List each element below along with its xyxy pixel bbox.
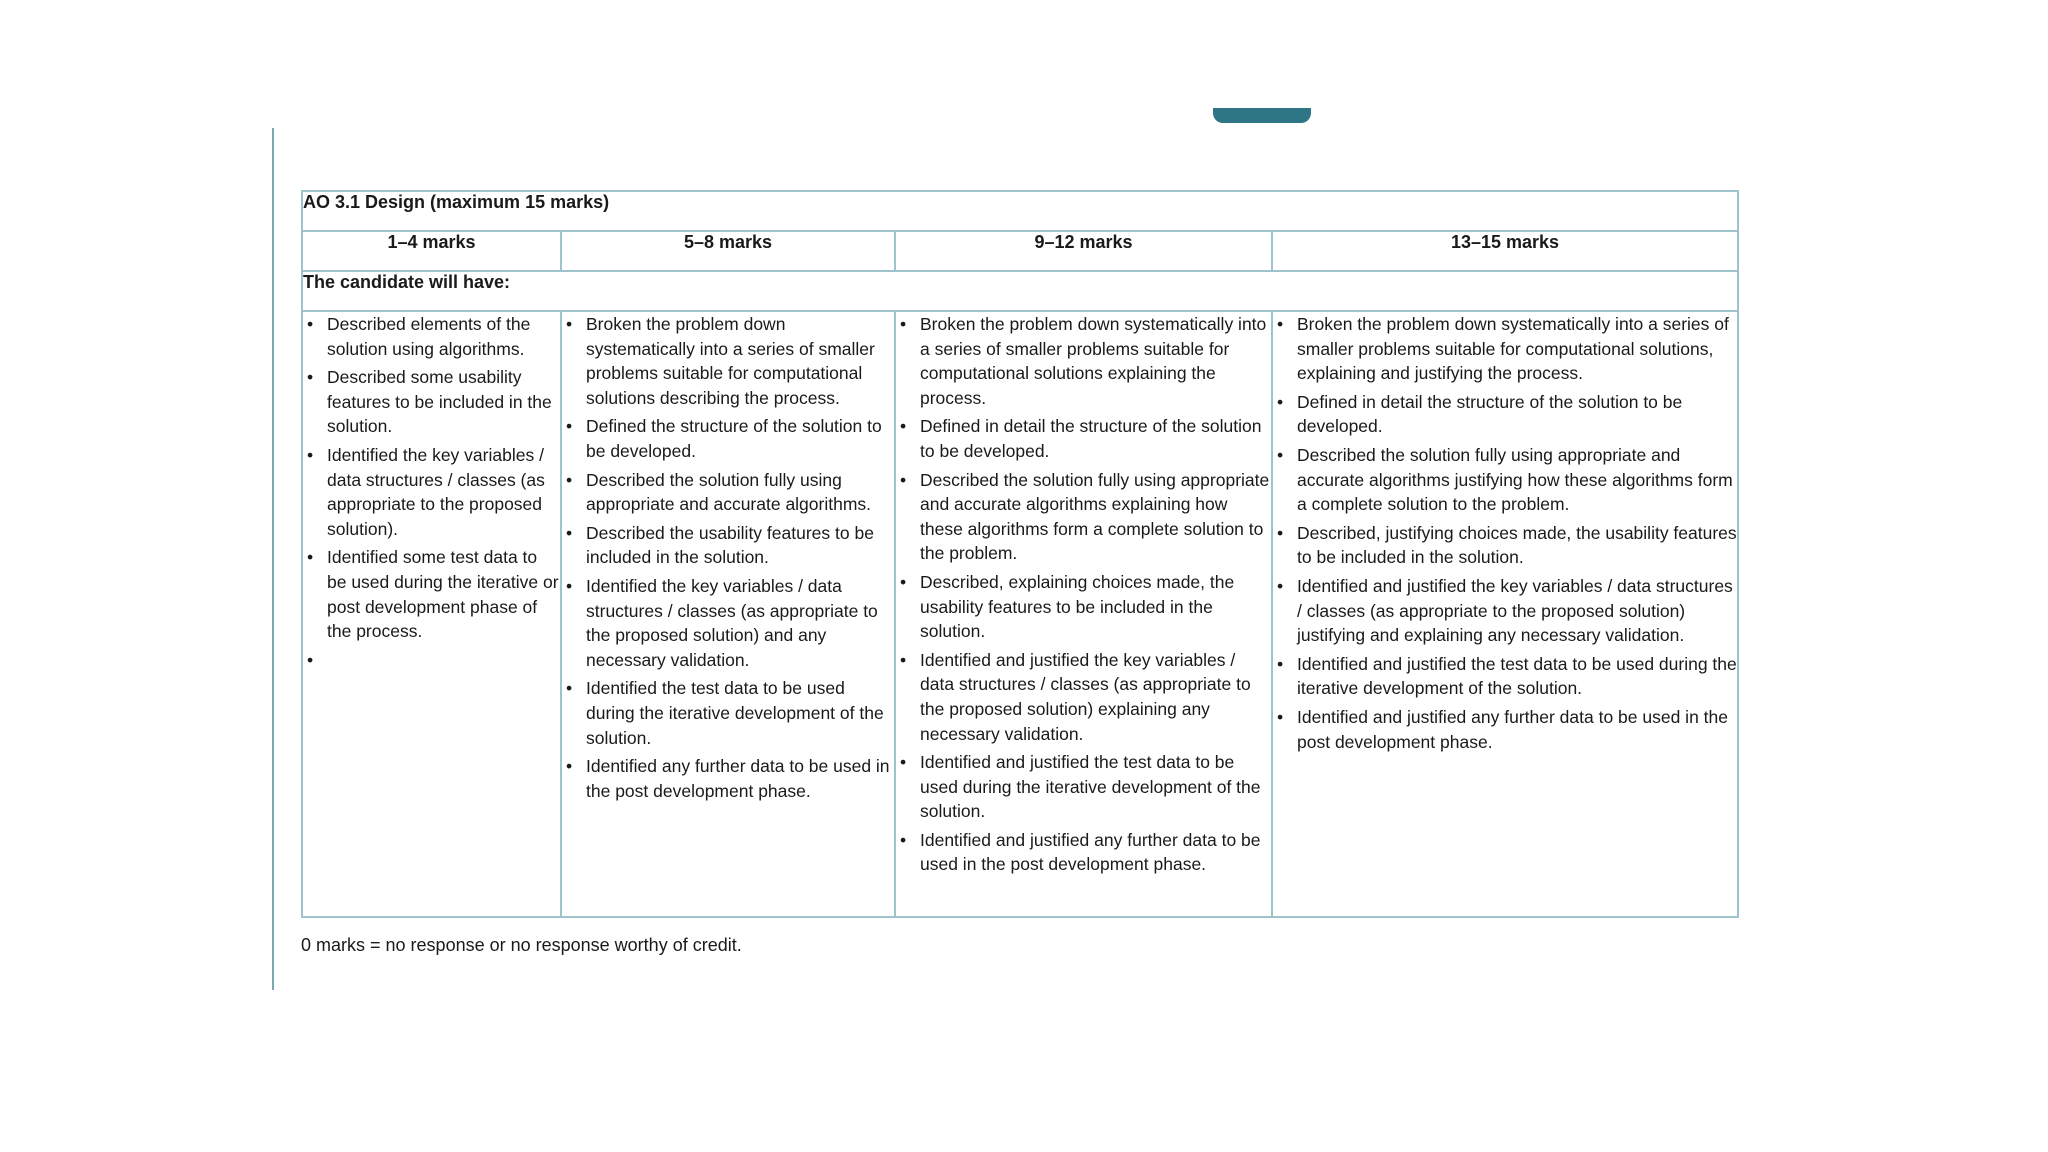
criteria-list — [303, 312, 560, 672]
criteria-item: • Broken the problem down systematically into a series of smaller problems suitable for computational solutions, explaining and justifying the process. — [1277, 314, 1729, 384]
criteria-item: • Identified and justified the test data to be used during the iterative development of the solution. — [1277, 653, 1737, 699]
criteria-item: • Broken the problem down systematically into a series of smaller problems suitable for computational solutions describing the process. — [566, 314, 875, 408]
criteria-item: • Described the solution fully using appropriate and accurate algorithms explaining how these algorithms form a complete solution to the problem. — [900, 469, 1270, 564]
criteria-item: • Broken the problem down systematically into a series of smaller problems suitable for computational solutions explaining the process. — [900, 314, 1267, 408]
criteria-item: • Described the usability features to be included in the solution. — [566, 522, 874, 568]
table-title: AO 3.1 Design (maximum 15 marks) — [302, 191, 1738, 231]
band-header-9-12: 9–12 marks — [895, 231, 1272, 271]
band-header-13-15: 13–15 marks — [1272, 231, 1738, 271]
criteria-item: • Described, justifying choices made, the usability features to be included in the solution. — [1277, 522, 1737, 568]
criteria-list — [562, 312, 894, 803]
criteria-item-empty: • — [307, 649, 314, 670]
criteria-item: • Defined the structure of the solution to be developed. — [566, 416, 882, 461]
criteria-item: • Identified any further data to be used in the post development phase. — [566, 756, 890, 801]
rubric-table — [301, 190, 1739, 918]
criteria-list — [896, 312, 1271, 877]
criteria-cell-13-15 — [1272, 311, 1738, 917]
criteria-item: • Described the solution fully using appropriate and accurate algorithms justifying how these algorithms form a complete solution to the problem. — [1277, 444, 1733, 515]
rubric-table-container — [301, 190, 1737, 918]
criteria-list — [1273, 312, 1737, 754]
criteria-item: • Described elements of the solution using algorithms. — [307, 314, 531, 359]
criteria-cell-9-12 — [895, 311, 1272, 917]
criteria-row — [302, 311, 1738, 917]
criteria-item: • Identified and justified any further data to be used in the post development phase. — [1277, 706, 1728, 752]
band-header-row — [302, 231, 1738, 271]
criteria-item: • Identified the key variables / data structures / classes (as appropriate to the proposed solution). — [307, 444, 545, 539]
slide-left-rule — [272, 128, 274, 990]
slide-top-tab — [1213, 108, 1311, 123]
criteria-item: • Defined in detail the structure of the solution to be developed. — [900, 416, 1262, 461]
criteria-item: • Described some usability features to be included in the solution. — [307, 367, 552, 437]
criteria-item: • Identified some test data to be used during the iterative or post development phase of the process. — [307, 547, 559, 642]
criteria-item: • Identified and justified the test data to be used during the iterative development of the solution. — [900, 752, 1261, 822]
intro-text: The candidate will have: — [302, 271, 1738, 311]
criteria-item: • Defined in detail the structure of the solution to be developed. — [1277, 391, 1683, 437]
criteria-cell-1-4 — [302, 311, 561, 917]
criteria-item: • Identified and justified the key variables / data structures / classes (as appropriate to the proposed solution) justifying and explaining any necessary validation. — [1277, 575, 1733, 646]
criteria-item: • Identified and justified any further data to be used in the post development phase. — [900, 829, 1261, 875]
table-title-row — [302, 191, 1738, 231]
band-header-1-4: 1–4 marks — [302, 231, 561, 271]
intro-row — [302, 271, 1738, 311]
criteria-item: • Described, explaining choices made, the usability features to be included in the solution. — [900, 571, 1235, 642]
criteria-cell-5-8 — [561, 311, 895, 917]
criteria-item: • Identified and justified the key variables / data structures / classes (as appropriate to the proposed solution) explaining any necessary validation. — [900, 649, 1251, 744]
band-header-5-8: 5–8 marks — [561, 231, 895, 271]
zero-marks-footnote: 0 marks = no response or no response worthy of credit. — [301, 935, 742, 955]
criteria-item: • Described the solution fully using appropriate and accurate algorithms. — [566, 469, 872, 515]
criteria-item: • Identified the test data to be used during the iterative development of the solution. — [566, 678, 884, 748]
criteria-item: • Identified the key variables / data structures / classes (as appropriate to the proposed solution) and any necessary validation. — [566, 575, 878, 670]
